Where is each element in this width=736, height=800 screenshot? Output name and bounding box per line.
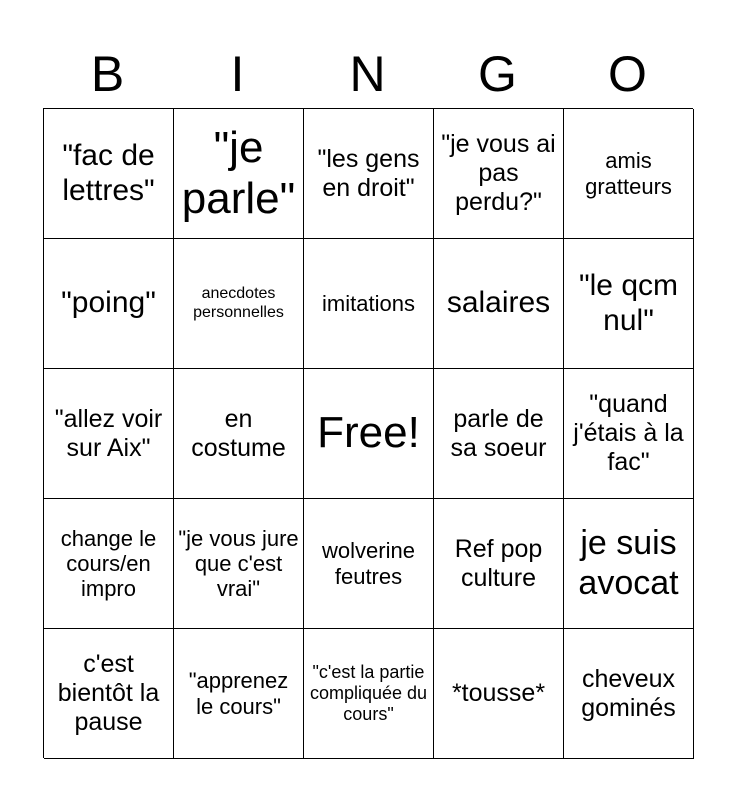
bingo-cell[interactable]: "je vous ai pas perdu?" [434,109,564,239]
bingo-cell[interactable]: "allez voir sur Aix" [44,369,174,499]
bingo-cell[interactable]: *tousse* [434,629,564,759]
header-letter-o: O [608,46,648,102]
bingo-cell[interactable]: "fac de lettres" [44,109,174,239]
header-letter-n: N [349,46,387,102]
bingo-cell[interactable]: en costume [174,369,304,499]
free-cell[interactable]: Free! [304,369,434,499]
bingo-cell[interactable]: cheveux gominés [564,629,694,759]
bingo-cell[interactable]: "c'est la partie compliquée du cours" [304,629,434,759]
header-letter-i: I [230,46,246,102]
bingo-cell[interactable]: anecdotes personnelles [174,239,304,369]
bingo-cell[interactable]: salaires [434,239,564,369]
bingo-cell[interactable]: "je parle" [174,109,304,239]
bingo-cell[interactable]: c'est bientôt la pause [44,629,174,759]
bingo-cell[interactable]: "quand j'étais à la fac" [564,369,694,499]
bingo-cell[interactable]: "le qcm nul" [564,239,694,369]
header-letter-g: G [478,46,518,102]
bingo-grid [43,108,693,758]
bingo-cell[interactable]: wolverine feutres [304,499,434,629]
bingo-cell[interactable]: change le cours/en impro [44,499,174,629]
bingo-cell[interactable]: parle de sa soeur [434,369,564,499]
header-letter-b: B [90,46,126,102]
bingo-cell[interactable]: amis gratteurs [564,109,694,239]
bingo-cell[interactable]: "poing" [44,239,174,369]
bingo-cell[interactable]: imitations [304,239,434,369]
bingo-cell[interactable]: "apprenez le cours" [174,629,304,759]
bingo-cell[interactable]: "je vous jure que c'est vrai" [174,499,304,629]
bingo-cell[interactable]: je suis avocat [564,499,694,629]
bingo-cell[interactable]: "les gens en droit" [304,109,434,239]
bingo-header [43,40,693,108]
bingo-cell[interactable]: Ref pop culture [434,499,564,629]
